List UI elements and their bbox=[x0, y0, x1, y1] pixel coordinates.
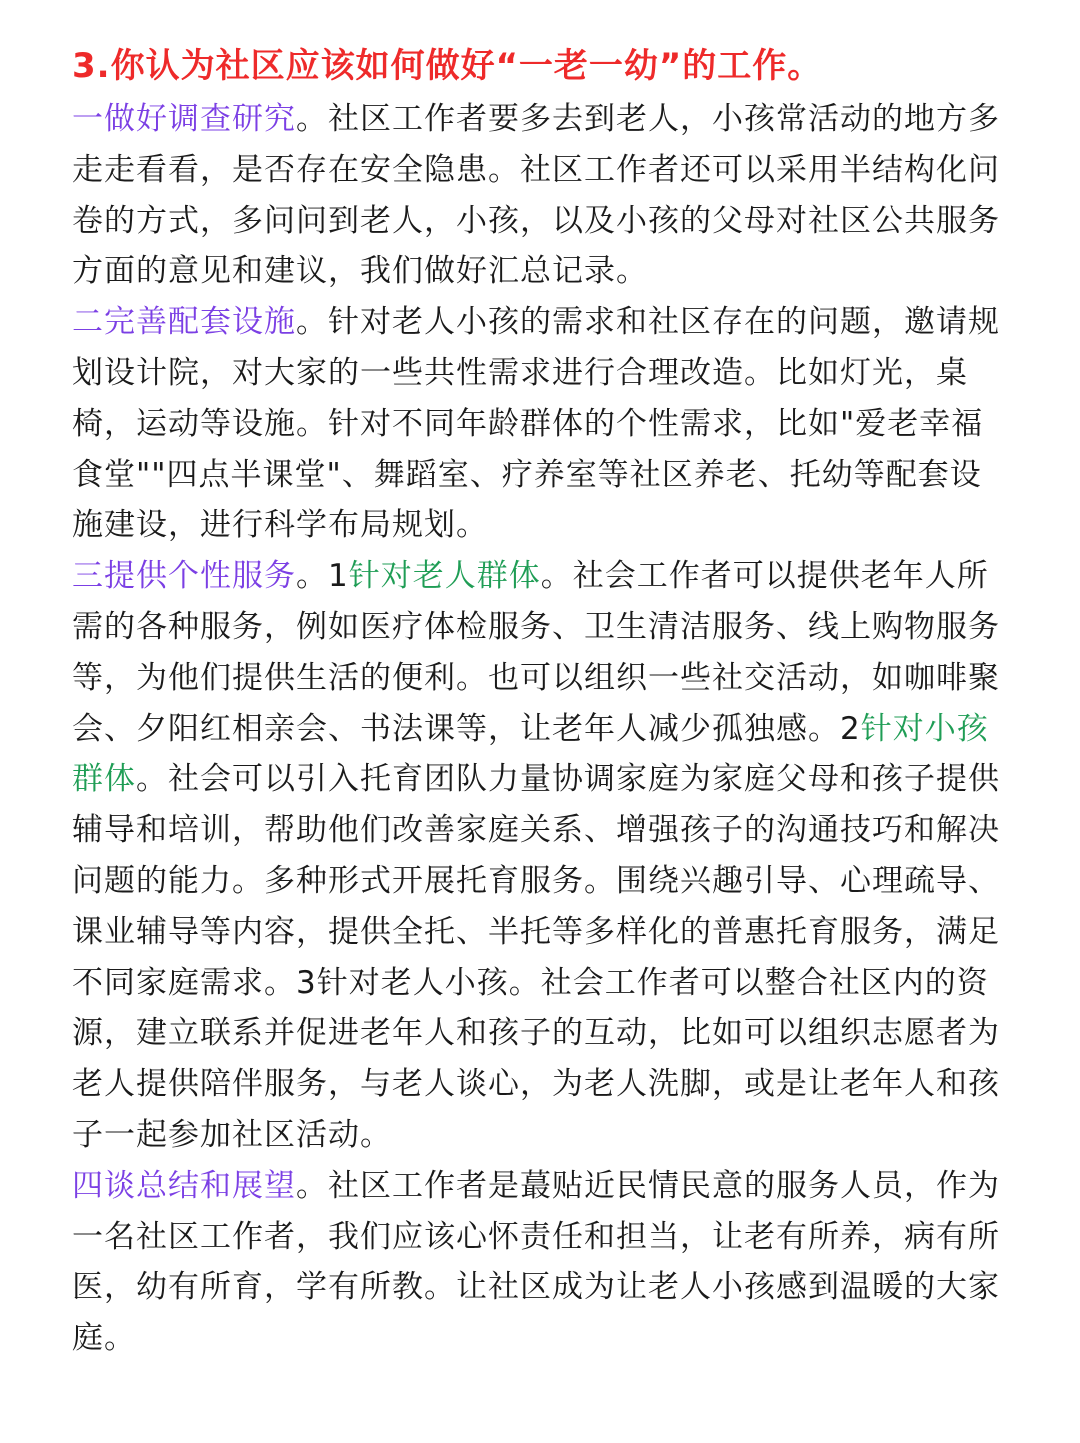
section-1-text: 。社区工作者要多去到老人，小孩常活动的地方多走走看看，是否存在安全隐患。社区工作者还可以采用半结构化问卷的方式，多问问到老人，小孩，以及小孩的父母对社区公共服务方面的意见和建议，我们做好汇总记录。 bbox=[72, 101, 1000, 290]
section-2-text: 。针对老人小孩的需求和社区存在的问题，邀请规划设计院，对大家的一些共性需求进行合理改造。比如灯光，桌椅，运动等设施。针对不同年龄群体的个性需求，比如"爱老幸福食堂""四点半课堂"、舞蹈室、疗养室等社区养老、托幼等配套设施建设，进行科学布局规划。 bbox=[72, 304, 1000, 544]
section-4-text: 。社区工作者是蕞贴近民情民意的服务人员，作为一名社区工作者，我们应该心怀责任和担当，让老有所养，病有所医，幼有所育，学有所教。让社区成为让老人小孩感到温暖的大家庭。 bbox=[72, 1167, 1000, 1357]
section-1-heading: 一做好调查研究 bbox=[72, 101, 296, 137]
section-4-heading: 四谈总结和展望 bbox=[72, 1167, 296, 1204]
question-title: 3.你认为社区应该如何做好“一老一幼”的工作。 bbox=[72, 46, 823, 86]
section-3-part1-prefix: 。1 bbox=[296, 558, 349, 595]
section-1-paragraph bbox=[72, 94, 1010, 297]
section-3-heading: 三提供个性服务 bbox=[72, 558, 296, 595]
section-3-paragraph bbox=[72, 551, 1010, 1161]
section-3-part2-text: 。社会可以引入托育团队力量协调家庭为家庭父母和孩子提供辅导和培训，帮助他们改善家庭关系、增强孩子的沟通技巧和解决问题的能力。多种形式开展托育服务。围绕兴趣引导、心理疏导、课业辅导等内容，提供全托、半托等多样化的普惠托育服务，满足不同家庭需求。3针对老人小孩。社会工作者可以整合社区内的资源，建立联系并促进老年人和孩子的互动，比如可以组织志愿者为老人提供陪伴服务，与老人谈心，为老人洗脚，或是让老年人和孩子一起参加社区活动。 bbox=[72, 761, 1000, 1153]
section-3-subheading-children: 针对小孩群体 bbox=[72, 710, 989, 798]
section-4-paragraph bbox=[72, 1161, 1010, 1364]
section-3-part1-text: 。社会工作者可以提供老年人所需的各种服务，例如医疗体检服务、卫生清洁服务、线上购物服务等，为他们提供生活的便利。也可以组织一些社交活动，如咖啡聚会、夕阳红相亲会、书法课等，让老年人减少孤独感。2 bbox=[72, 558, 1000, 747]
section-2-heading: 二完善配套设施 bbox=[72, 304, 296, 341]
section-3-subheading-elderly: 针对老人群体 bbox=[348, 558, 541, 595]
section-2-paragraph bbox=[72, 297, 1010, 551]
